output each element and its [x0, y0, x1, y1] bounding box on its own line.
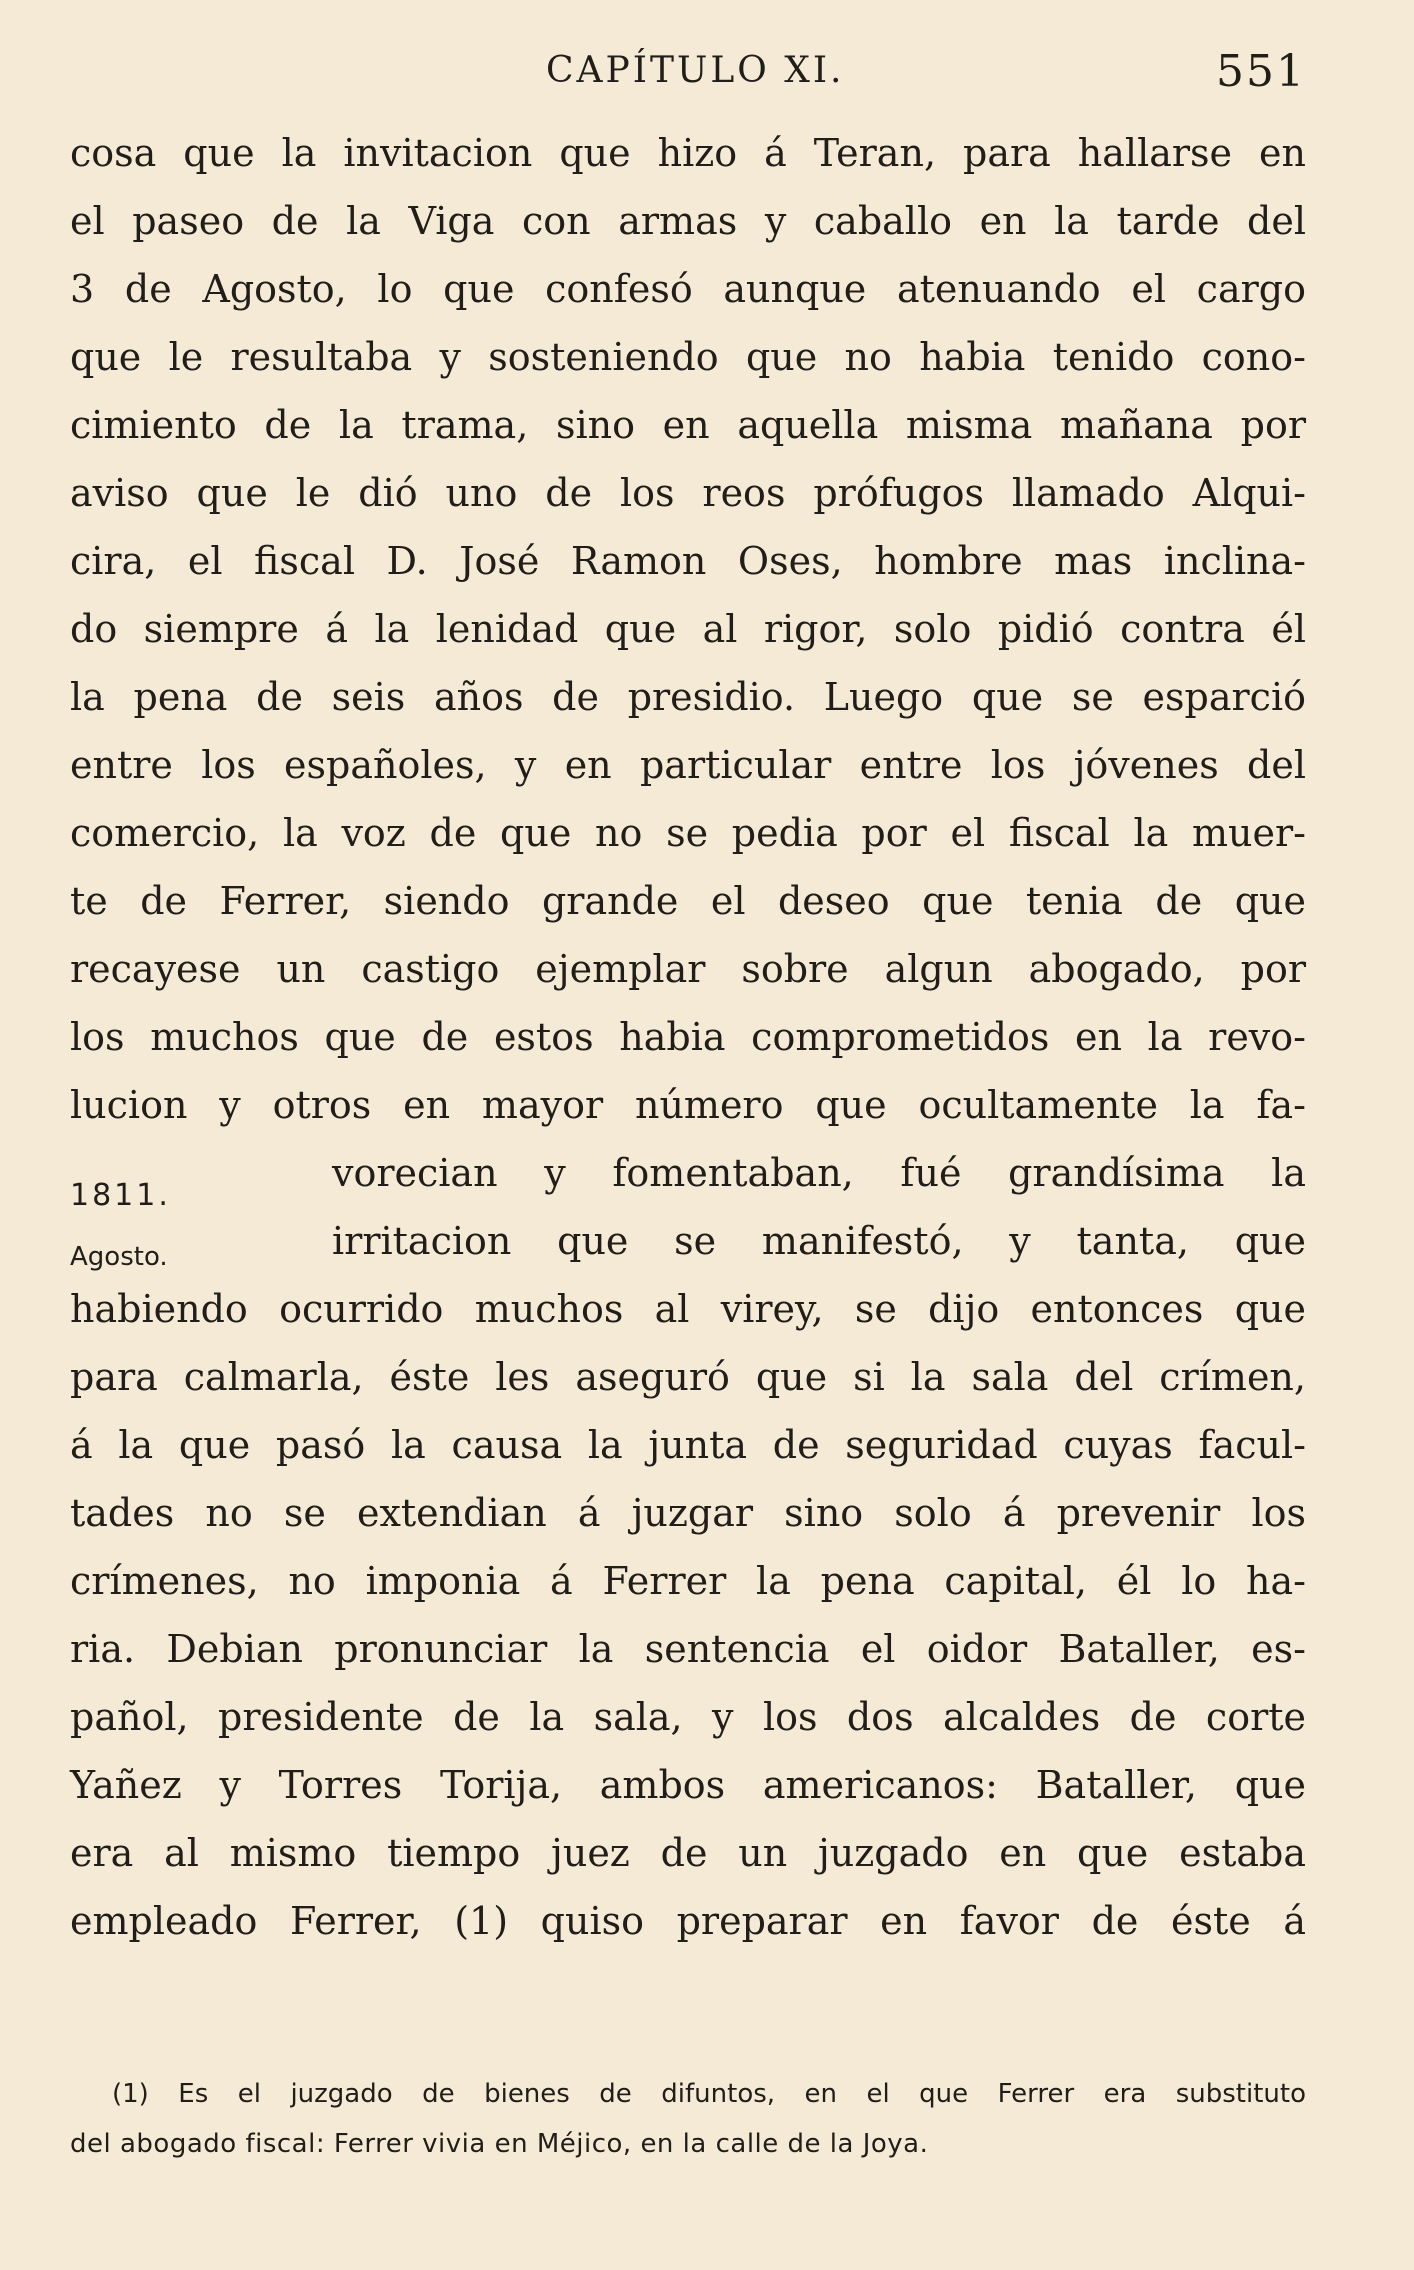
footnote-line: (1) Es el juzgado de bienes de difuntos, en el que Ferrer era substituto	[112, 2079, 1306, 2109]
text-line: el paseo de la Viga con armas y caballo en la tarde del	[70, 199, 1306, 243]
text-line: los muchos que de estos habia comprometidos en la revo-	[70, 1015, 1306, 1059]
text-line: aviso que le dió uno de los reos prófugos llamado Alqui-	[70, 471, 1306, 515]
text-line: habiendo ocurrido muchos al virey, se dijo entonces que	[70, 1287, 1306, 1331]
text-line: cira, el fiscal D. José Ramon Oses, hombre mas inclina-	[70, 539, 1306, 583]
text-line: lucion y otros en mayor número que ocultamente la fa-	[70, 1083, 1306, 1127]
text-line: te de Ferrer, siendo grande el deseo que tenia de que	[70, 879, 1306, 923]
text-line: cimiento de la trama, sino en aquella misma mañana por	[70, 403, 1306, 447]
text-line: á la que pasó la causa la junta de seguridad cuyas facul-	[70, 1423, 1306, 1467]
text-line: la pena de seis años de presidio. Luego que se esparció	[70, 675, 1306, 719]
text-line: Yañez y Torres Torija, ambos americanos: Bataller, que	[70, 1763, 1306, 1807]
text-line: do siempre á la lenidad que al rigor, solo pidió contra él	[70, 607, 1306, 651]
running-header	[70, 46, 1306, 106]
text-line: tades no se extendian á juzgar sino solo á prevenir los	[70, 1491, 1306, 1535]
text-line: ria. Debian pronunciar la sentencia el oidor Bataller, es-	[70, 1627, 1306, 1671]
page-number: 551	[1216, 46, 1306, 97]
text-line: crímenes, no imponia á Ferrer la pena capital, él lo ha-	[70, 1559, 1306, 1603]
text-line: recayese un castigo ejemplar sobre algun abogado, por	[70, 947, 1306, 991]
text-line: 3 de Agosto, lo que confesó aunque atenuando el cargo	[70, 267, 1306, 311]
text-line: pañol, presidente de la sala, y los dos alcaldes de corte	[70, 1695, 1306, 1739]
text-line: que le resultaba y sosteniendo que no habia tenido cono-	[70, 335, 1306, 379]
chapter-title: CAPÍTULO XI.	[546, 50, 845, 91]
text-line: vorecian y fomentaban, fué grandísima la	[332, 1151, 1306, 1195]
margin-note-month: Agosto.	[70, 1242, 168, 1272]
text-line: irritacion que se manifestó, y tanta, que	[332, 1219, 1306, 1263]
text-line: entre los españoles, y en particular entre los jóvenes del	[70, 743, 1306, 787]
text-line: empleado Ferrer, (1) quiso preparar en favor de éste á	[70, 1899, 1306, 1943]
text-line: era al mismo tiempo juez de un juzgado en que estaba	[70, 1831, 1306, 1875]
margin-note-year: 1811.	[70, 1178, 171, 1213]
text-line: cosa que la invitacion que hizo á Teran, para hallarse en	[70, 131, 1306, 175]
text-line: para calmarla, éste les aseguró que si la sala del crímen,	[70, 1355, 1306, 1399]
footnote-line: del abogado fiscal: Ferrer vivia en Méjico, en la calle de la Joya.	[70, 2129, 929, 2159]
text-line: comercio, la voz de que no se pedia por el fiscal la muer-	[70, 811, 1306, 855]
